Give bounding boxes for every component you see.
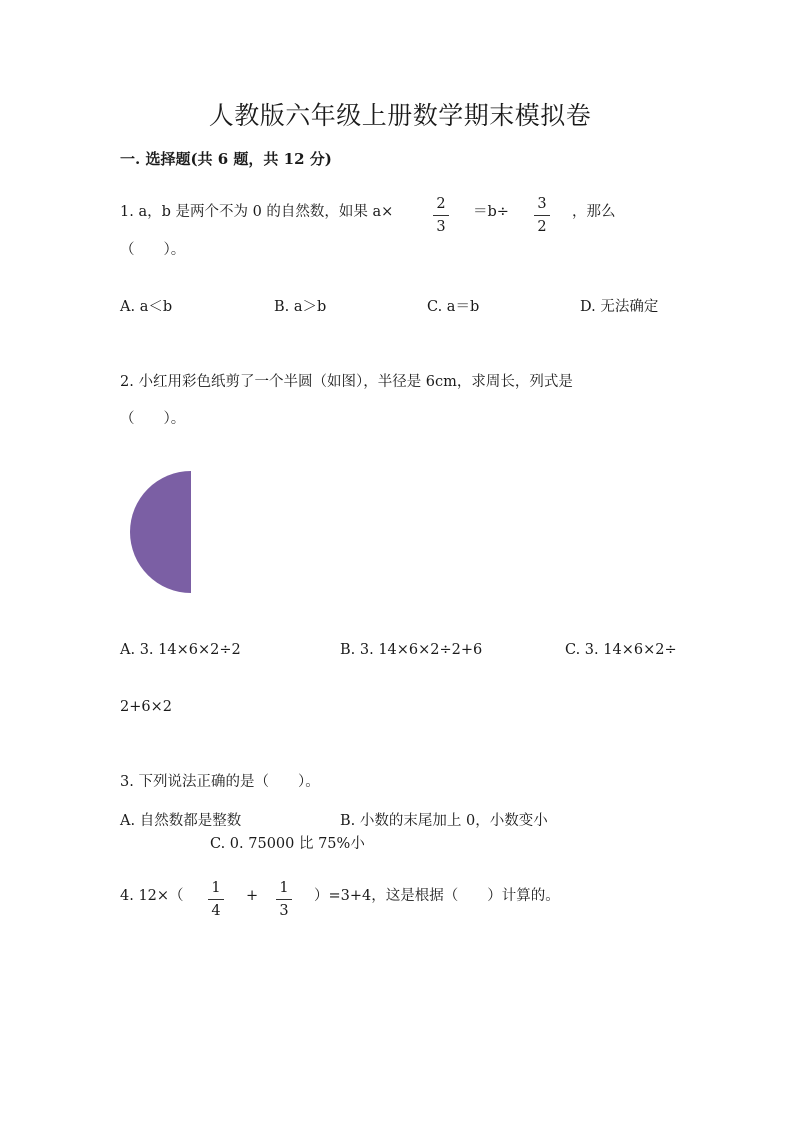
fraction-bar bbox=[208, 899, 224, 900]
q4-frac1-denominator: 4 bbox=[211, 903, 221, 919]
q1-option-b: B. a＞b bbox=[274, 299, 327, 315]
q1-text-c: ，那么 bbox=[572, 204, 616, 220]
q4-plus-sign: + bbox=[246, 888, 259, 904]
q3-option-c: C. 0. 75000 比 75%小 bbox=[210, 836, 365, 852]
q2-option-a: A. 3. 14×6×2÷2 bbox=[120, 642, 241, 658]
q3-option-a: A. 自然数都是整数 bbox=[120, 813, 242, 829]
q1-fraction-1 bbox=[431, 195, 451, 236]
q4-frac2-numerator: 1 bbox=[279, 880, 289, 896]
q3-option-b: B. 小数的末尾加上 0，小数变小 bbox=[340, 813, 548, 829]
q4-text-a: 4. 12×（ bbox=[120, 888, 184, 904]
q1-option-d: D. 无法确定 bbox=[580, 299, 659, 315]
q4-frac1-numerator: 1 bbox=[211, 880, 221, 896]
page-title: 人教版六年级上册数学期末模拟卷 bbox=[208, 101, 592, 130]
section-heading: 一. 选择题(共 6 题，共 12 分) bbox=[120, 150, 332, 168]
semicircle-shape bbox=[130, 471, 191, 593]
q2-text: 2. 小红用彩色纸剪了一个半圆（如图），半径是 6cm，求周长，列式是 bbox=[120, 374, 573, 390]
q1-frac1-numerator: 2 bbox=[436, 196, 446, 212]
q2-answer-blank: （ ）。 bbox=[120, 411, 186, 427]
q1-frac2-numerator: 3 bbox=[537, 196, 547, 212]
q2-option-c: C. 3. 14×6×2÷ bbox=[565, 642, 677, 658]
fraction-bar bbox=[276, 899, 292, 900]
q1-frac2-denominator: 2 bbox=[537, 219, 547, 235]
q3-text: 3. 下列说法正确的是（ ）。 bbox=[120, 774, 320, 790]
q4-text-b: ）=3+4，这是根据（ ）计算的。 bbox=[314, 888, 560, 904]
semicircle-figure bbox=[130, 470, 194, 594]
q2-option-b: B. 3. 14×6×2÷2+6 bbox=[340, 642, 483, 658]
q4-fraction-2 bbox=[274, 879, 294, 920]
q1-text-b: ＝b÷ bbox=[473, 204, 509, 220]
q1-answer-blank: （ ）。 bbox=[120, 242, 186, 258]
q4-fraction-1 bbox=[206, 879, 226, 920]
fraction-bar bbox=[534, 215, 550, 216]
q1-option-c: C. a＝b bbox=[427, 299, 480, 315]
q2-option-c-continued: 2+6×2 bbox=[120, 699, 172, 715]
q1-text-a: 1. a，b 是两个不为 0 的自然数，如果 a× bbox=[120, 204, 394, 220]
fraction-bar bbox=[433, 215, 449, 216]
q1-fraction-2 bbox=[532, 195, 552, 236]
q1-option-a: A. a＜b bbox=[120, 299, 173, 315]
q4-frac2-denominator: 3 bbox=[279, 903, 289, 919]
q1-frac1-denominator: 3 bbox=[436, 219, 446, 235]
